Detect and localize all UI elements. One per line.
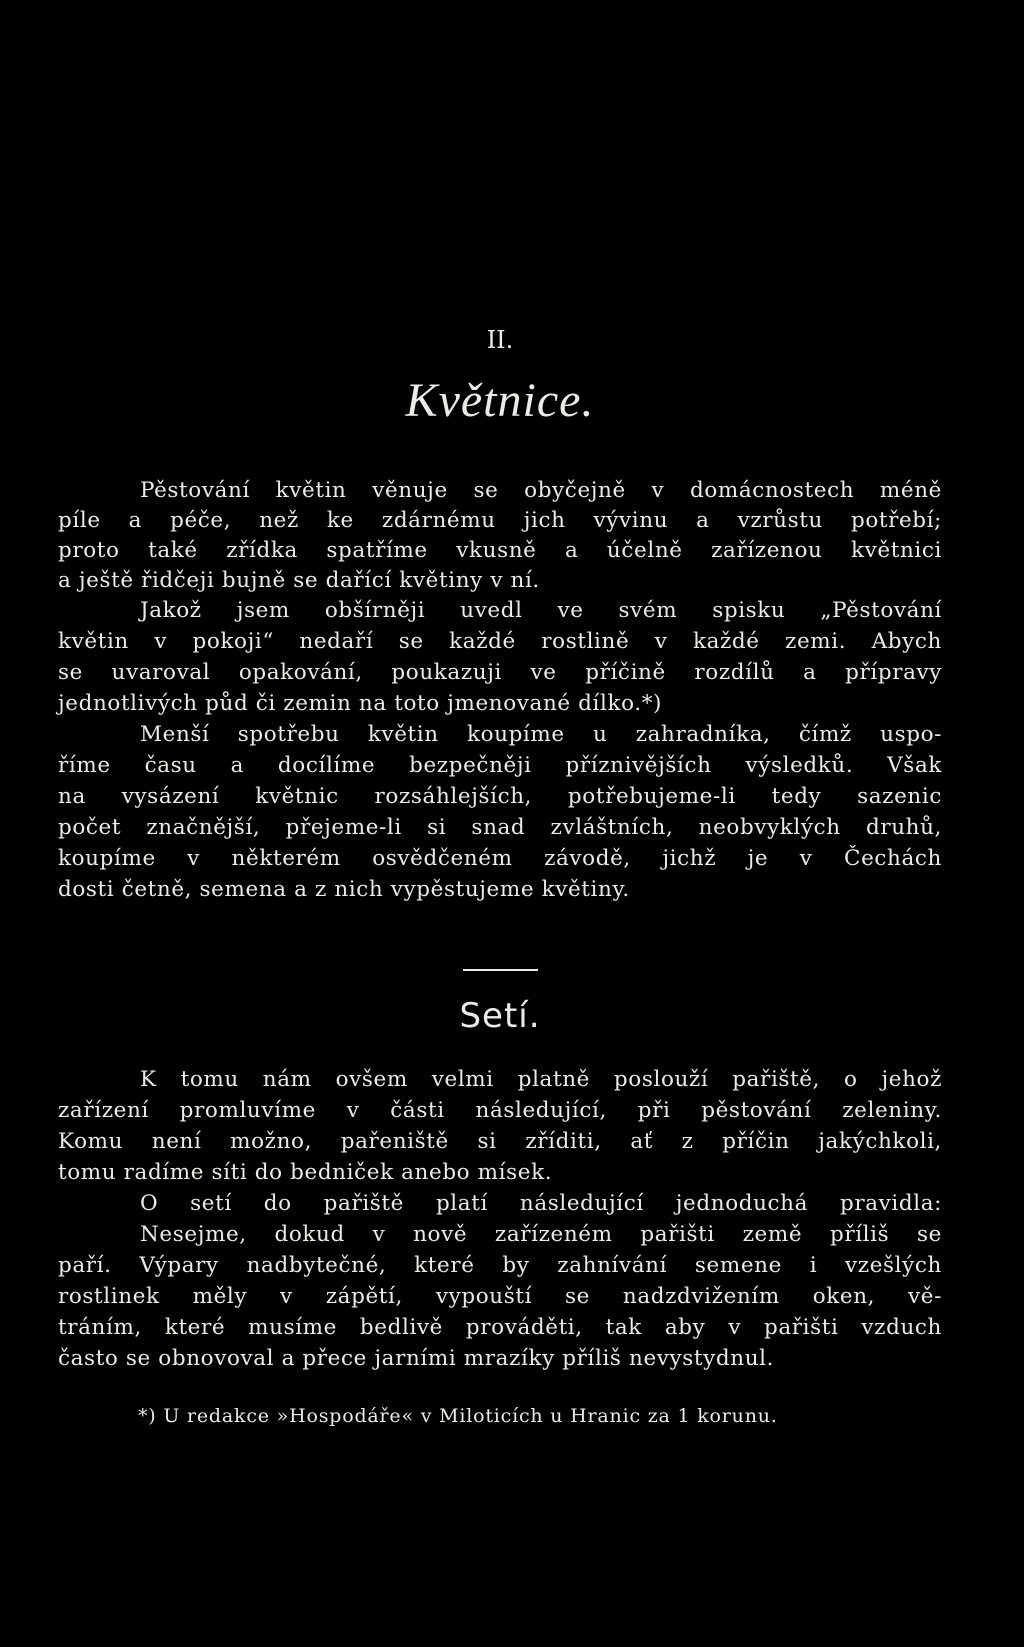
paragraph-line: Nesejme, dokud v nově zařízeném pařišti země příliš se <box>140 1222 942 1247</box>
paragraph-line: K tomu nám ovšem velmi platně poslouží pařiště, o jehož <box>140 1067 942 1092</box>
paragraph-line: dosti četně, semena a z nich vypěstujeme květiny. <box>58 877 630 902</box>
paragraph-line: paří. Výpary nadbytečné, které by zahnívání semene i vzešlých <box>58 1253 942 1278</box>
paragraph-line: Menší spotřebu květin koupíme u zahradníka, čímž uspo- <box>140 722 942 747</box>
paragraph-line: a ještě řidčeji bujně se dařící květiny v ní. <box>58 568 540 593</box>
paragraph-line: květin v pokoji“ nedaří se každé rostlině v každé zemi. Abych <box>58 629 942 654</box>
chapter-number: II. <box>486 326 514 354</box>
paragraph-line: O setí do pařiště platí následující jednoduchá pravidla: <box>140 1191 942 1216</box>
paragraph-line: zařízení promluvíme v části následující, při pěstování zeleniny. <box>58 1098 942 1123</box>
paragraph-line: Pěstování květin věnuje se obyčejně v domácnostech méně <box>140 478 942 503</box>
paragraph-line: proto také zřídka spatříme vkusně a účelně zařízenou květnici <box>58 538 942 563</box>
paragraph-line: často se obnovoval a přece jarními mrazíky příliš nevystydnul. <box>58 1346 775 1371</box>
footnote: *) U redakce »Hospodáře« v Miloticích u Hranic za 1 korunu. <box>138 1405 778 1427</box>
paragraph-line: počet značnější, přejeme-li si snad zvláštních, neobvyklých druhů, <box>58 815 942 840</box>
section-divider <box>463 969 538 971</box>
paragraph-line: se uvaroval opakování, poukazuji ve příčině rozdílů a přípravy <box>58 660 942 685</box>
chapter-title: Květnice. <box>405 374 595 427</box>
paragraph-line: na vysázení květnic rozsáhlejších, potřebujeme-li tedy sazenic <box>58 784 942 809</box>
paragraph-line: koupíme v některém osvědčeném závodě, jichž je v Čechách <box>58 846 942 871</box>
paragraph-line: Jakož jsem obšírněji uvedl ve svém spisku „Pěstování <box>140 598 942 623</box>
paragraph-line: Komu není možno, pařeniště si zříditi, ať z příčin jakýchkoli, <box>58 1129 942 1154</box>
paragraph-line: píle a péče, než ke zdárnému jich vývinu a vzrůstu potřebí; <box>58 508 942 533</box>
paragraph-line: říme času a docílíme bezpečněji příznivějších výsledků. Však <box>58 753 942 778</box>
paragraph-line: tomu radíme síti do bedniček anebo mísek. <box>58 1160 553 1185</box>
section-title: Setí. <box>459 996 541 1036</box>
paragraph-line: rostlinek měly v zápětí, vypouští se nadzdvižením oken, vě- <box>58 1284 942 1309</box>
paragraph-line: tráním, které musíme bedlivě prováděti, tak aby v pařišti vzduch <box>58 1315 942 1340</box>
paragraph-line: jednotlivých půd či zemin na toto jmenované dílko.*) <box>58 691 663 716</box>
